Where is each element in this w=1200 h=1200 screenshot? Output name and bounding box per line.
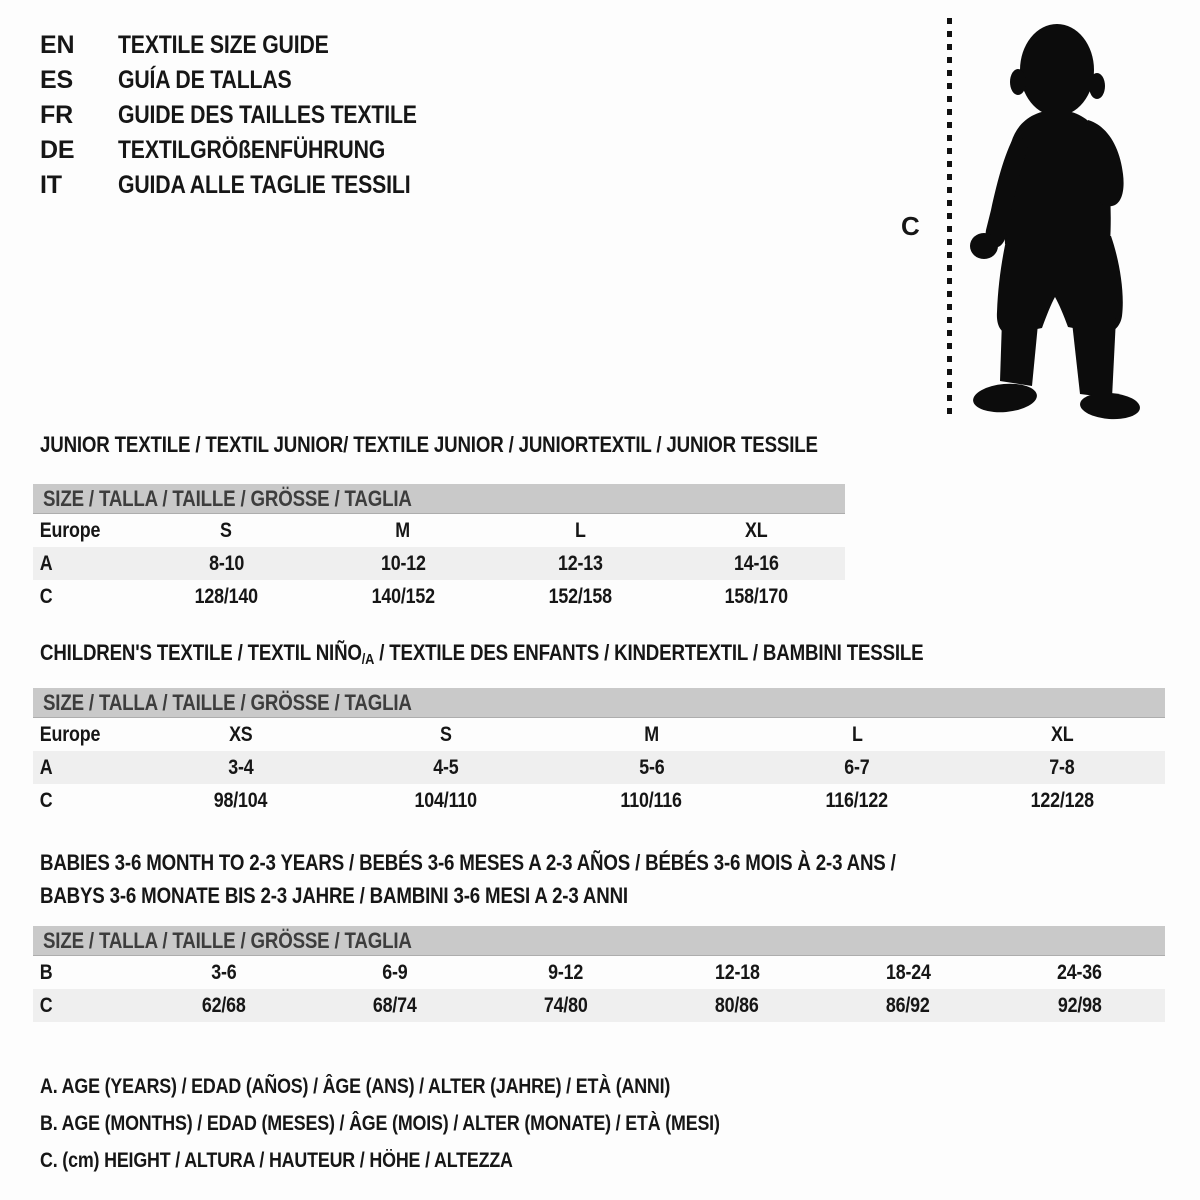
silhouette-left-hand	[970, 233, 998, 259]
size-header-bar	[33, 688, 1165, 718]
size-header-bar	[33, 484, 845, 514]
legend-text: A. AGE (YEARS) / EDAD (AÑOS) / ÂGE (ANS) / ALTER (JAHRE) / ETÀ (ANNI)	[40, 1074, 671, 1098]
cell: 24-36	[1057, 960, 1102, 984]
children-section-title-text	[40, 640, 923, 668]
cell: S	[220, 518, 233, 542]
lang-row-es	[40, 63, 470, 98]
cell: S	[440, 722, 452, 746]
children-title-post: / TEXTILE DES ENFANTS / KINDERTEXTIL / BAMBINI TESSILE	[374, 640, 924, 665]
cell: 68/74	[372, 993, 417, 1017]
row-label: Europe	[39, 518, 101, 542]
junior-section-title-text: JUNIOR TEXTILE / TEXTIL JUNIOR/ TEXTILE JUNIOR / JUNIORTEXTIL / JUNIOR TESSILE	[40, 432, 818, 457]
cell: 128/140	[194, 584, 259, 608]
lang-code: DE	[40, 136, 75, 164]
cell: XS	[228, 722, 253, 746]
row-label: B	[39, 960, 53, 984]
cell: 62/68	[201, 993, 246, 1017]
cell: 4-5	[433, 755, 459, 779]
silhouette-head	[1020, 24, 1094, 116]
table-row-europe	[33, 718, 1165, 751]
table-row-age-months	[33, 956, 1165, 989]
title-block	[40, 28, 470, 203]
cell: 9-12	[548, 960, 584, 984]
lang-code: FR	[40, 101, 73, 129]
row-label: A	[39, 755, 53, 779]
legend-block	[40, 1068, 840, 1179]
size-header-bar	[33, 926, 1165, 956]
babies-title-line1: BABIES 3-6 MONTH TO 2-3 YEARS / BEBÉS 3-6 MESES A 2-3 AÑOS / BÉBÉS 3-6 MOIS À 2-3 ANS /	[40, 850, 896, 875]
cell: 8-10	[208, 551, 244, 575]
cell: XL	[1051, 722, 1074, 746]
table-row-age	[33, 547, 845, 580]
cell: M	[395, 518, 411, 542]
silhouette-ear-left	[1010, 69, 1026, 95]
cell: 104/110	[414, 788, 478, 812]
lang-row-de	[40, 133, 470, 168]
cell: 80/86	[715, 993, 760, 1017]
junior-section-title	[40, 432, 955, 458]
legend-line-c	[40, 1142, 840, 1179]
cell: 10-12	[380, 551, 426, 575]
cell: 110/116	[620, 788, 683, 812]
table-row-height	[33, 580, 845, 613]
junior-size-table	[33, 484, 845, 613]
size-header-text: SIZE / TALLA / TAILLE / GRÖSSE / TAGLIA	[43, 485, 412, 511]
row-label: A	[39, 551, 53, 575]
silhouette-ear-right	[1089, 73, 1105, 99]
cell: XL	[745, 518, 768, 542]
silhouette-left-leg	[1000, 320, 1038, 386]
cell: 116/122	[825, 788, 889, 812]
legend-text: B. AGE (MONTHS) / EDAD (MESES) / ÂGE (MOIS) / ALTER (MONATE) / ETÀ (MESI)	[40, 1111, 720, 1135]
size-header-text: SIZE / TALLA / TAILLE / GRÖSSE / TAGLIA	[43, 927, 412, 953]
children-size-table	[33, 688, 1165, 817]
cell: 86/92	[886, 993, 931, 1017]
cell: 5-6	[638, 755, 665, 779]
lang-title: GUIDA ALLE TAGLIE TESSILI	[118, 171, 411, 199]
cell: 74/80	[544, 993, 588, 1017]
size-header-text: SIZE / TALLA / TAILLE / GRÖSSE / TAGLIA	[43, 689, 412, 715]
babies-section-title	[40, 846, 1047, 912]
table-row-height	[33, 784, 1165, 817]
row-label: C	[39, 788, 53, 812]
lang-row-fr	[40, 98, 470, 133]
lang-code: ES	[40, 66, 73, 94]
row-label: Europe	[39, 722, 101, 746]
cell: 158/170	[724, 584, 789, 608]
silhouette-right-leg	[1072, 318, 1116, 398]
cell: 140/152	[371, 584, 435, 608]
lang-code: EN	[40, 31, 75, 59]
children-title-pre: CHILDREN'S TEXTILE / TEXTIL NIÑO	[40, 640, 362, 665]
cell: 6-9	[382, 960, 408, 984]
babies-title-line2: BABYS 3-6 MONATE BIS 2-3 JAHRE / BAMBINI 3-6 MESI A 2-3 ANNI	[40, 883, 628, 908]
legend-line-a	[40, 1068, 840, 1105]
lang-row-it	[40, 168, 470, 203]
cell: 152/158	[548, 584, 612, 608]
cell: 98/104	[213, 788, 268, 812]
cell: 3-6	[210, 960, 237, 984]
legend-text: C. (cm) HEIGHT / ALTURA / HAUTEUR / HÖHE / ALTEZZA	[40, 1148, 513, 1172]
cell: 12-13	[557, 551, 603, 575]
silhouette-right-foot	[1079, 391, 1141, 420]
height-measure-line	[947, 18, 952, 416]
lang-title: TEXTILGRÖßENFÜHRUNG	[118, 136, 386, 164]
cell: 6-7	[844, 755, 870, 779]
children-section-title	[40, 640, 1079, 668]
cell: 14-16	[734, 551, 780, 575]
legend-line-b	[40, 1105, 840, 1142]
cell: 122/128	[1030, 788, 1094, 812]
lang-row-en	[40, 28, 470, 63]
cell: 12-18	[714, 960, 760, 984]
row-label: C	[39, 993, 53, 1017]
cell: 7-8	[1049, 755, 1075, 779]
toddler-silhouette-image	[960, 14, 1142, 420]
row-label: C	[39, 584, 53, 608]
cell: 3-4	[228, 755, 254, 779]
lang-code: IT	[40, 171, 62, 199]
cell: 18-24	[885, 960, 931, 984]
lang-title: TEXTILE SIZE GUIDE	[118, 31, 329, 59]
cell: L	[574, 518, 586, 542]
cell: M	[644, 722, 659, 746]
babies-size-table	[33, 926, 1165, 1022]
cell: 92/98	[1057, 993, 1102, 1017]
lang-title: GUIDE DES TAILLES TEXTILE	[118, 101, 417, 129]
height-measure-label: C	[901, 211, 920, 241]
table-row-height	[33, 989, 1165, 1022]
lang-title: GUÍA DE TALLAS	[118, 66, 292, 94]
children-title-sub: /A	[361, 651, 375, 668]
silhouette-left-foot	[972, 381, 1038, 414]
table-row-age	[33, 751, 1165, 784]
cell: L	[851, 722, 863, 746]
table-row-europe	[33, 514, 845, 547]
